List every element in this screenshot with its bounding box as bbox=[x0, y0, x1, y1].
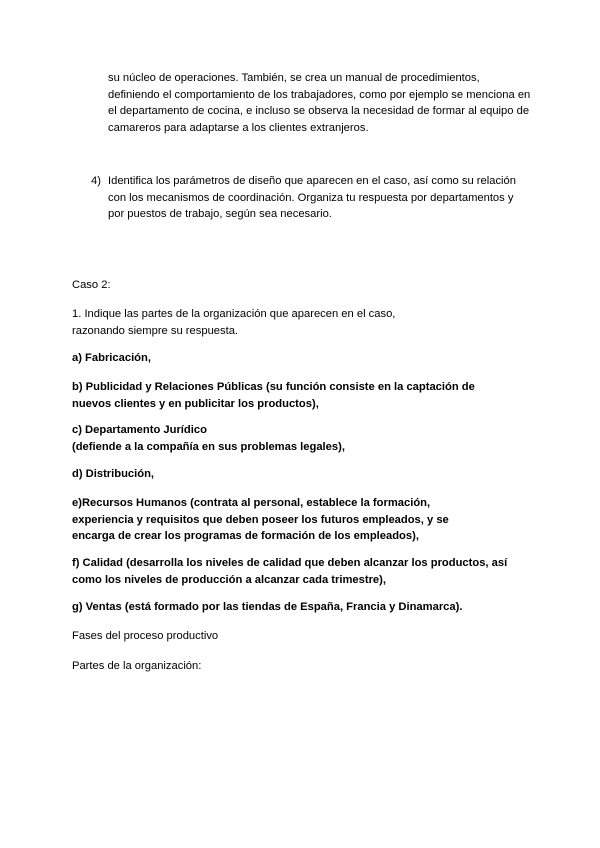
question-line: por puestos de trabajo, según sea necesario. bbox=[108, 208, 332, 220]
answer-g bbox=[72, 599, 532, 616]
answer-line: c) Departamento Jurídico bbox=[72, 424, 207, 436]
answer-d bbox=[72, 466, 532, 483]
question-line: razonando siempre su respuesta. bbox=[72, 324, 239, 337]
parts-heading bbox=[72, 658, 532, 675]
question-4-text bbox=[108, 173, 528, 223]
paragraph-line: el departamento de cocina, e incluso se observa la necesidad de formar al equipo de bbox=[108, 105, 530, 117]
answer-b bbox=[72, 379, 532, 412]
answer-line: d) Distribución, bbox=[72, 468, 155, 480]
question-line: 1. Indique las partes de la organización que aparecen en el caso, bbox=[72, 308, 396, 320]
question-line: Identifica los parámetros de diseño que aparecen en el caso, así como su relación bbox=[108, 175, 516, 187]
continuation-paragraph bbox=[108, 70, 531, 136]
answer-line: nuevos clientes y en publicitar los productos), bbox=[72, 397, 319, 410]
case-title-text: Caso 2: bbox=[72, 279, 111, 291]
paragraph-line: camareros para adaptarse a los clientes extranjeros. bbox=[108, 121, 369, 134]
answer-line: experiencia y requisitos que deben poseer los futuros empleados, y se bbox=[72, 513, 449, 526]
answer-line: encarga de crear los programas de formación de los empleados), bbox=[72, 530, 419, 542]
phases-heading bbox=[72, 628, 532, 645]
answer-line: a) Fabricación, bbox=[72, 352, 151, 364]
heading-text: Fases del proceso productivo bbox=[72, 630, 219, 642]
question-4-number: 4) bbox=[91, 175, 101, 187]
case-2-title bbox=[72, 277, 532, 294]
answer-a bbox=[72, 350, 532, 367]
answer-line: e)Recursos Humanos (contrata al personal, establece la formación, bbox=[72, 497, 431, 509]
answer-line: b) Publicidad y Relaciones Públicas (su función consiste en la captación de bbox=[72, 381, 475, 393]
answer-c bbox=[72, 422, 532, 455]
case-2-question-1 bbox=[72, 306, 532, 339]
question-line: con los mecanismos de coordinación. Organiza tu respuesta por departamentos y bbox=[108, 191, 514, 204]
answer-line: (defiende a la compañía en sus problemas legales), bbox=[72, 440, 345, 453]
paragraph-line: definiendo el comportamiento de los trabajadores, como por ejemplo se menciona en bbox=[108, 88, 531, 101]
heading-text: Partes de la organización: bbox=[72, 660, 202, 672]
paragraph-line: su núcleo de operaciones. También, se crea un manual de procedimientos, bbox=[108, 72, 480, 84]
answer-line: como los niveles de producción a alcanzar cada trimestre), bbox=[72, 573, 386, 586]
answer-line: g) Ventas (está formado por las tiendas de España, Francia y Dinamarca). bbox=[72, 601, 463, 613]
answer-e bbox=[72, 495, 532, 545]
answer-line: f) Calidad (desarrolla los niveles de calidad que deben alcanzar los productos, así bbox=[72, 557, 508, 569]
answer-f bbox=[72, 555, 532, 588]
